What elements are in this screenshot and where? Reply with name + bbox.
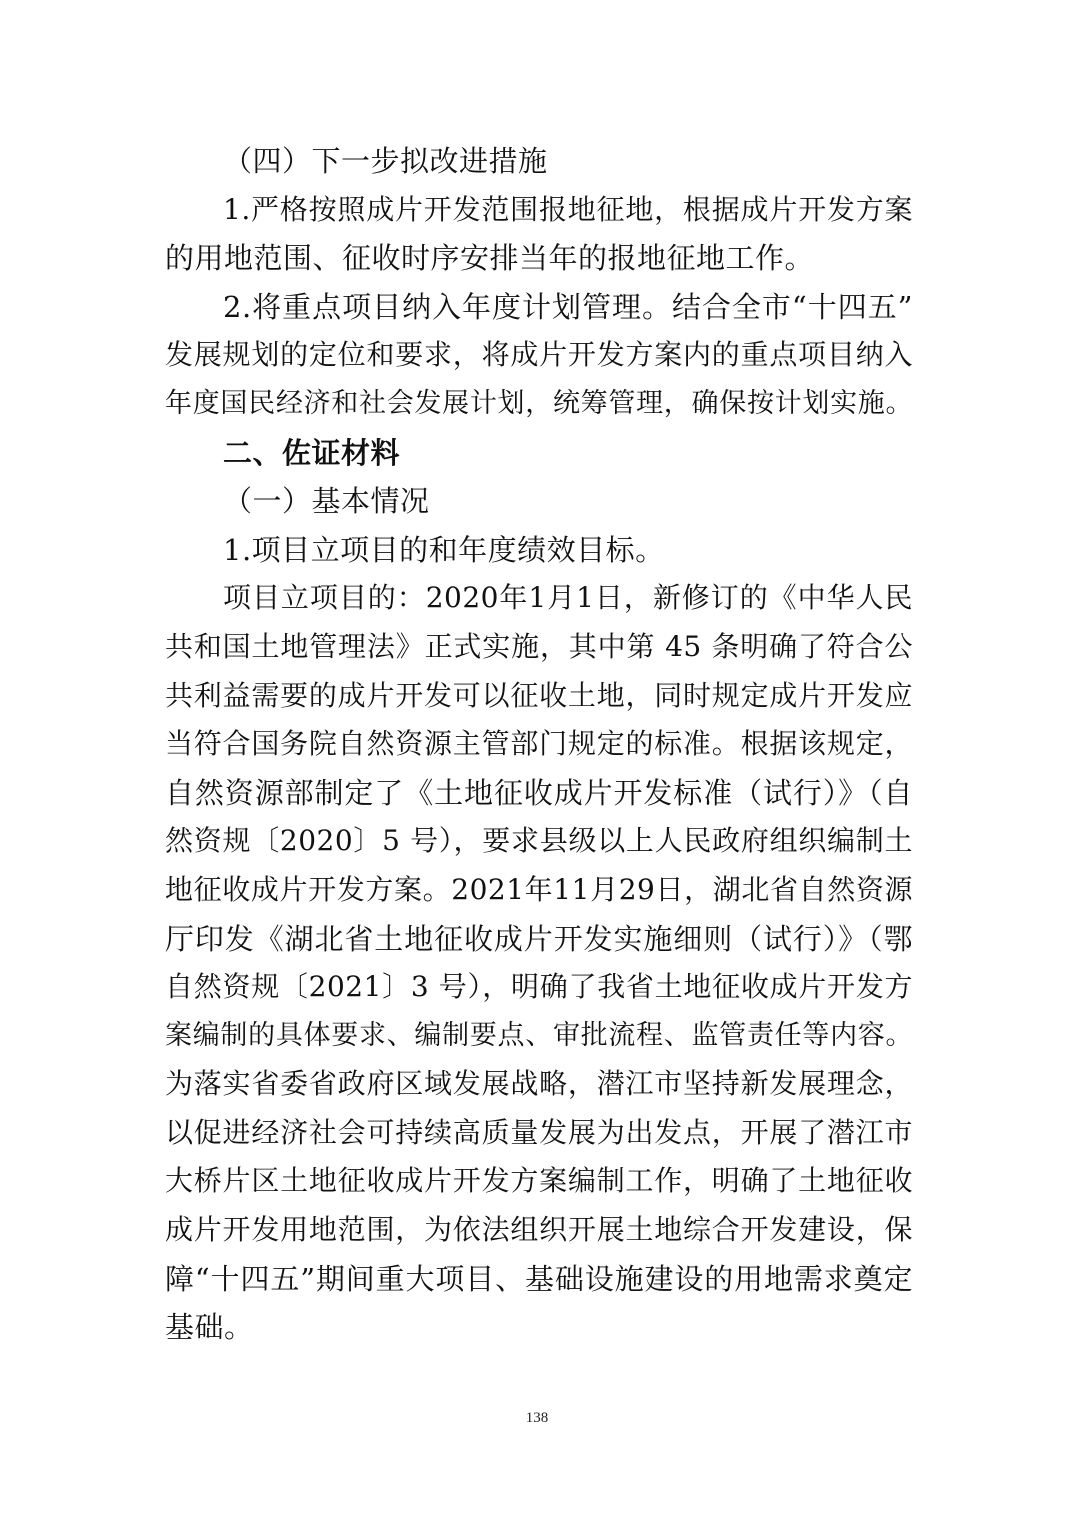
text-line: （四）下一步拟改进措施 — [223, 144, 548, 178]
text-line: 1.项目立项目的和年度绩效目标。 — [223, 532, 665, 567]
text-line: （一）基本情况 — [223, 484, 430, 519]
section-heading: 二、佐证材料 — [223, 435, 401, 470]
text-line: 地征收成片开发方案。2021年11月29日，湖北省自然资源 — [165, 872, 913, 906]
text-line: 的用地范围、征收时序安排当年的报地征地工作。 — [165, 241, 815, 276]
text-line: 项目立项目的：2020年1月1日，新修订的《中华人民 — [223, 581, 913, 615]
document-body — [165, 137, 913, 1352]
text-line: 以促进经济社会可持续高质量发展为出发点，开展了潜江市 — [165, 1115, 913, 1149]
text-line: 然资规〔2020〕5 号），要求县级以上人民政府组织编制土 — [165, 824, 913, 858]
text-line: 障“十四五”期间重大项目、基础设施建设的用地需求奠定 — [165, 1261, 913, 1296]
text-line: 自然资规〔2021〕3 号），明确了我省土地征收成片开发方 — [165, 970, 913, 1004]
page-number: 138 — [525, 1410, 549, 1426]
text-line: 大桥片区土地征收成片开发方案编制工作，明确了土地征收 — [165, 1164, 913, 1198]
text-line: 厅印发《湖北省土地征收成片开发实施细则（试行）》（鄂 — [165, 921, 913, 956]
text-line: 案编制的具体要求、编制要点、审批流程、监管责任等内容。 — [165, 1019, 913, 1051]
text-line: 基础。 — [165, 1310, 254, 1345]
text-line: 1.严格按照成片开发范围报地征地，根据成片开发方案 — [223, 192, 913, 226]
text-line: 共和国土地管理法》正式实施，其中第 45 条明确了符合公 — [165, 629, 913, 663]
text-line: 2.将重点项目纳入年度计划管理。结合全市“十四五” — [223, 289, 913, 324]
text-line: 自然资源部制定了《土地征收成片开发标准（试行）》（自 — [165, 775, 913, 810]
text-line: 当符合国务院自然资源主管部门规定的标准。根据该规定， — [165, 727, 913, 761]
text-line: 共利益需要的成片开发可以征收土地，同时规定成片开发应 — [165, 678, 913, 712]
text-line: 成片开发用地范围，为依法组织开展土地综合开发建设，保 — [165, 1213, 913, 1247]
text-line: 为落实省委省政府区域发展战略，潜江市坚持新发展理念， — [165, 1067, 913, 1101]
text-line: 发展规划的定位和要求，将成片开发方案内的重点项目纳入 — [165, 338, 913, 372]
text-line: 年度国民经济和社会发展计划，统筹管理，确保按计划实施。 — [165, 387, 913, 419]
